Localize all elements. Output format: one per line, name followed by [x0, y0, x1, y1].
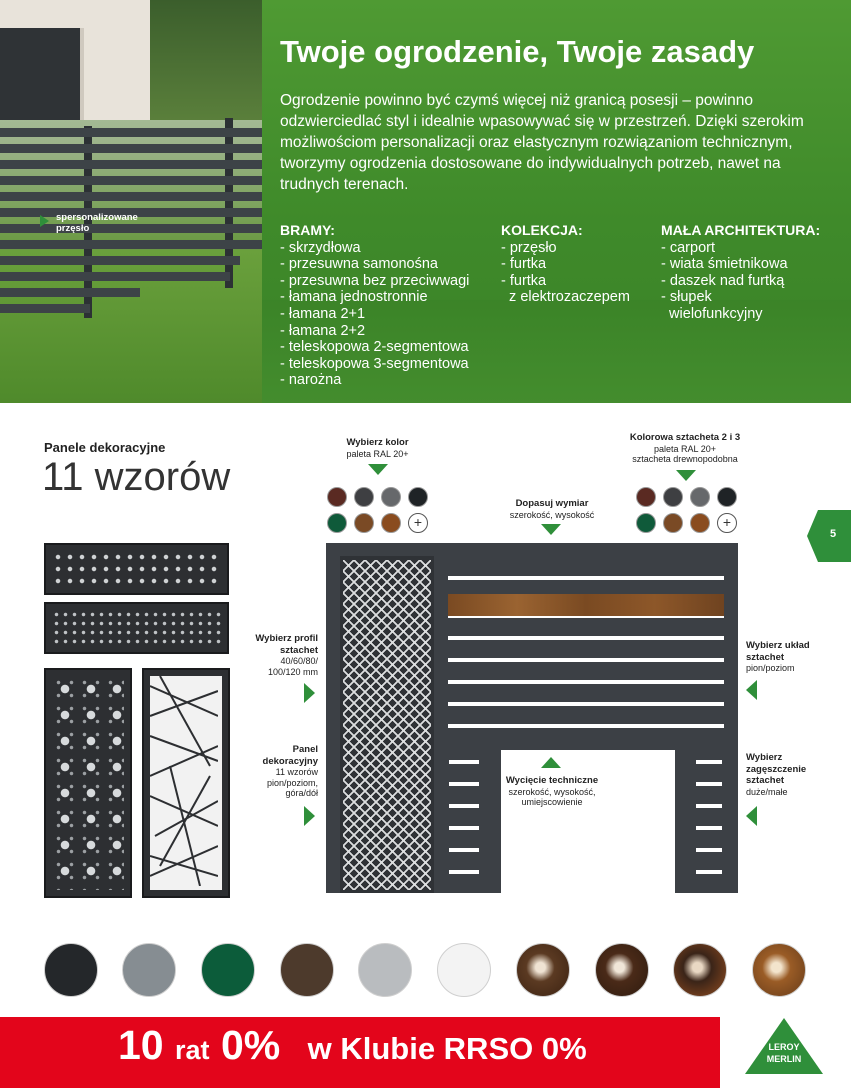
fence-slat — [448, 662, 724, 684]
arrow-left-icon — [746, 680, 757, 700]
fence-side-slat — [696, 782, 722, 786]
label-wymiar — [500, 498, 604, 520]
color-swatch[interactable] — [201, 943, 255, 997]
wood-swatch[interactable] — [595, 943, 649, 997]
list-item: - teleskopowa 3-segmentowa — [280, 355, 469, 372]
color-swatch[interactable] — [44, 943, 98, 997]
label-uklad — [746, 640, 826, 674]
column-kolekcja-title: KOLEKCJA: — [501, 222, 583, 238]
label-zageszczenie-title: Wybierz zagęszczenie sztachet — [746, 752, 807, 786]
list-item: - przęsło — [501, 239, 557, 256]
list-item: - łamana jednostronnie — [280, 289, 428, 306]
fence-side-slat — [449, 804, 479, 808]
label-wyciecie-title: Wycięcie techniczne — [505, 775, 599, 786]
fence-slat — [448, 618, 724, 640]
column-kolekcja — [501, 222, 630, 306]
fence-side-slat — [696, 804, 722, 808]
list-item: - teleskopowa 2-segmentowa — [280, 339, 469, 356]
arrow-right-icon — [304, 806, 315, 826]
color-swatch[interactable] — [358, 943, 412, 997]
label-zageszczenie-sub: duże/małe — [746, 786, 788, 797]
page-title: Twoje ogrodzenie, Twoje zasady — [280, 34, 755, 69]
fence-side-slat — [696, 760, 722, 764]
color-dot[interactable] — [690, 487, 710, 507]
panels-kicker: Panele dekoracyjne — [44, 440, 166, 455]
fence-slat-wood — [448, 594, 724, 620]
logo-line2: MERLIN — [766, 1054, 802, 1064]
fence-slat — [448, 558, 724, 580]
list-item: - carport — [661, 239, 715, 256]
logo-line1: LEROY — [768, 1042, 800, 1052]
label-zageszczenie — [746, 752, 816, 797]
fence-side-slat — [696, 848, 722, 852]
color-dot[interactable] — [354, 513, 374, 533]
label-kolorowa-title: Kolorowa sztacheta 2 i 3 — [629, 432, 741, 443]
label-wymiar-title: Dopasuj wymiar — [515, 498, 589, 509]
arrow-left-icon — [746, 806, 757, 826]
list-item: - przesuwna samonośna — [280, 256, 438, 273]
color-swatch[interactable] — [122, 943, 176, 997]
caption-arrow-icon — [40, 215, 49, 227]
fence-slat — [448, 706, 724, 728]
label-uklad-title: Wybierz układ sztachet — [746, 640, 810, 663]
column-bramy — [280, 222, 469, 389]
color-dot[interactable] — [327, 513, 347, 533]
fence-photo — [0, 0, 262, 403]
wood-swatch[interactable] — [752, 943, 806, 997]
list-item: - daszek nad furtką — [661, 272, 785, 289]
more-colors-plus-icon[interactable]: + — [717, 513, 737, 533]
intro-paragraph: Ogrodzenie powinno być czymś więcej niż granicą posesji – powinno odzwierciedlać styl i idealnie wpasowywać się w przestrzeń. Dzięki szerokim możliwościom personalizacji oraz elastycznym rozwiązaniom technicznym, tworzymy ogrodzenia dostosowane do indywidualnych potrzeb, nawet na trudnych terenach. — [280, 92, 804, 193]
panels-count-heading: 11 wzorów — [42, 455, 231, 499]
promo-rat: rat — [175, 1035, 210, 1065]
fence-deco-pattern — [343, 560, 431, 890]
color-dot[interactable] — [636, 513, 656, 533]
deco-panel-diamonds — [44, 602, 229, 654]
arrow-down-icon — [541, 524, 561, 535]
arrow-down-icon — [368, 464, 388, 475]
list-item: - narożna — [280, 372, 342, 389]
label-kolor-title: Wybierz kolor — [346, 437, 409, 448]
column-mala-title: MAŁA ARCHITEKTURA: — [661, 222, 821, 238]
fence-side-slat — [696, 826, 722, 830]
promo-rest: w Klubie RRSO 0% — [307, 1031, 587, 1066]
deco-panel-lines — [142, 668, 230, 898]
house-window — [0, 28, 84, 120]
promo-text — [118, 1022, 587, 1069]
fence-side-slat — [449, 870, 479, 874]
column-mala-architektura — [661, 222, 820, 323]
label-kolorowa-sztacheta — [615, 432, 755, 465]
label-profil — [238, 633, 318, 677]
color-dot[interactable] — [636, 487, 656, 507]
color-dot[interactable] — [381, 487, 401, 507]
label-wyciecie — [497, 775, 607, 808]
color-dot[interactable] — [327, 487, 347, 507]
label-uklad-sub: pion/poziom — [746, 663, 795, 673]
color-dot[interactable] — [408, 487, 428, 507]
color-dot[interactable] — [663, 513, 683, 533]
list-item: - łamana 2+2 — [280, 322, 366, 339]
page-number-tab — [807, 510, 851, 562]
promo-zero: 0% — [220, 1022, 281, 1068]
fence-side-slat — [449, 848, 479, 852]
list-item: - furtka — [501, 256, 547, 273]
color-swatch[interactable] — [437, 943, 491, 997]
label-wymiar-sub: szerokość, wysokość — [509, 509, 595, 520]
page-number: 5 — [830, 528, 837, 540]
deco-panel-flowers — [44, 543, 229, 595]
wood-swatch[interactable] — [673, 943, 727, 997]
color-dot[interactable] — [663, 487, 683, 507]
color-dot[interactable] — [690, 513, 710, 533]
fence-side-slat — [449, 782, 479, 786]
wood-swatch[interactable] — [516, 943, 570, 997]
list-item: - przesuwna bez przeciwwagi — [280, 272, 470, 289]
label-panel-title: Panel dekoracyjny — [262, 744, 318, 767]
color-dot[interactable] — [354, 487, 374, 507]
color-swatch[interactable] — [280, 943, 334, 997]
label-kolor — [330, 437, 425, 459]
arrow-right-icon — [304, 683, 315, 703]
label-panel — [238, 744, 318, 799]
column-bramy-title: BRAMY: — [280, 222, 335, 238]
arrow-down-icon — [676, 470, 696, 481]
label-panel-sub: 11 wzorów pion/poziom, góra/dół — [266, 767, 318, 798]
deco-panel-stars — [44, 668, 132, 898]
leroy-merlin-logo — [745, 1018, 823, 1074]
arrow-up-icon — [541, 757, 561, 768]
list-item: z elektrozaczepem — [501, 289, 630, 306]
promo-big-number: 10 — [118, 1022, 164, 1068]
list-item: - łamana 2+1 — [280, 305, 366, 322]
list-item: wielofunkcyjny — [661, 305, 763, 322]
fence-slat — [448, 640, 724, 662]
fence-side-slat — [449, 760, 479, 764]
fence-side-slat — [449, 826, 479, 830]
fence-side-slat — [696, 870, 722, 874]
list-item: - skrzydłowa — [280, 239, 361, 256]
label-profil-sub: 40/60/80/ 100/120 mm — [267, 656, 318, 677]
list-item: - słupek — [661, 289, 712, 306]
color-dot[interactable] — [381, 513, 401, 533]
trees-image — [150, 0, 262, 120]
label-kolorowa-sub1: paleta RAL 20+ — [654, 443, 716, 454]
color-dot[interactable] — [717, 487, 737, 507]
fence-slat — [448, 684, 724, 706]
fence-cutout — [491, 750, 685, 893]
label-profil-title: Wybierz profil sztachet — [255, 633, 318, 656]
label-kolor-sub: paleta RAL 20+ — [346, 448, 409, 459]
lines-pattern — [150, 676, 218, 886]
list-item: - wiata śmietnikowa — [661, 256, 788, 273]
photo-caption: spersonalizowane przęsło — [56, 212, 138, 234]
label-wyciecie-sub: szerokość, wysokość, umiejscowienie — [508, 786, 596, 807]
more-colors-plus-icon[interactable]: + — [408, 513, 428, 533]
list-item: - furtka — [501, 272, 547, 289]
label-kolorowa-sub2: sztacheta drewnopodobna — [632, 454, 738, 464]
